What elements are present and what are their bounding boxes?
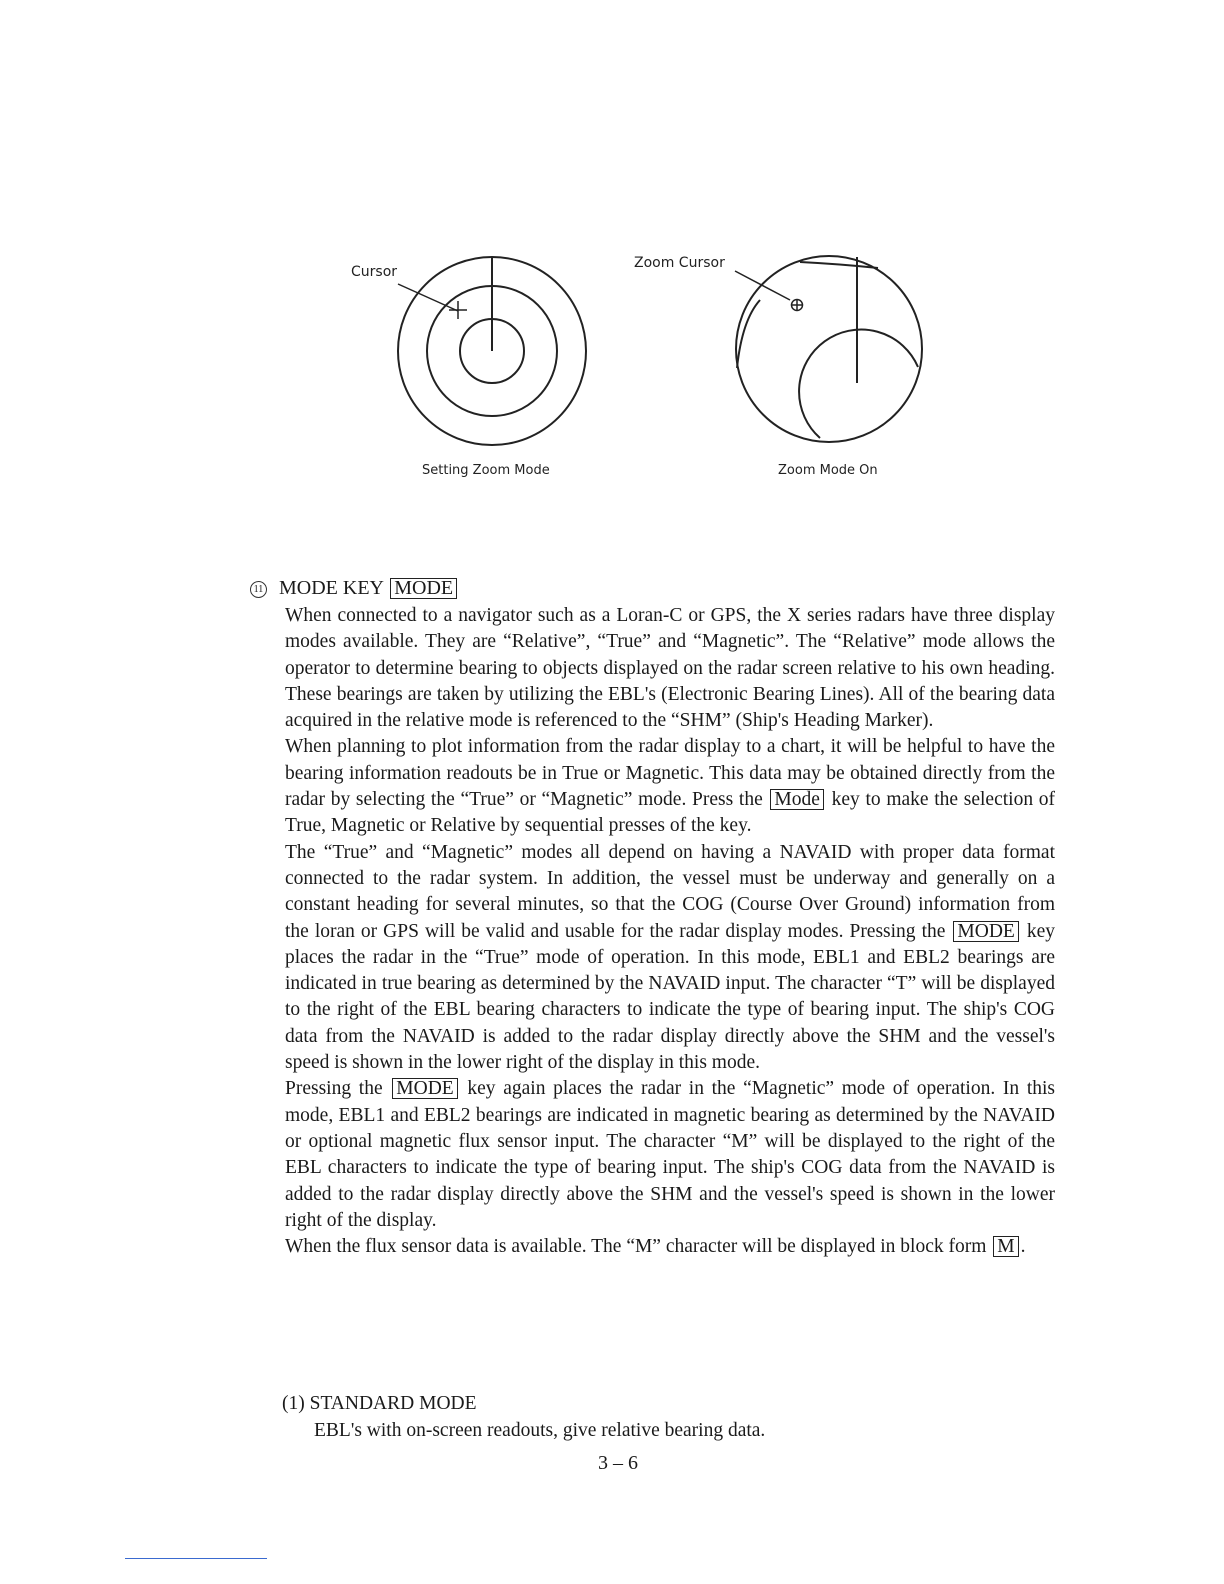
left-caption: Setting Zoom Mode xyxy=(422,463,550,478)
footer-rule xyxy=(125,1558,267,1559)
section-heading xyxy=(250,575,459,601)
paragraph-relative-mode: When connected to a navigator such as a Loran-C or GPS, the X series radars have three display modes available. They are “Relative”, “True” and “Magnetic”. The “Relative” mode allows the operator to determine bearing to objects displayed on the radar screen relative to his own heading. These bearings are taken by utilizing the EBL's (Electronic Bearing Lines). All of the bearing data acquired in the relative mode is referenced to the “SHM” (Ship's Heading Marker). xyxy=(285,605,1055,732)
paragraph-true-mode: The “True” and “Magnetic” modes all depend on having a NAVAID with proper data format connected to the radar system. In addition, the vessel must be underway and generally on a constant heading for several minutes, so that the COG (Course Over Ground) information from the loran or GPS will be valid and usable for the radar display modes. Pressing the MODE key places the radar in the “True” mode of operation. In this mode, EBL1 and EBL2 bearings are indicated in true bearing as determined by the NAVAID input. The character “T” will be displayed to the right of the EBL bearing characters to indicate the type of bearing input. The ship's COG data from the NAVAID is added to the radar display directly above the SHM and the vessel's speed is shown in the lower right of the display in this mode. xyxy=(285,841,1056,1074)
mode-key-box: Mode xyxy=(770,789,824,810)
page-number: 3 – 6 xyxy=(598,1452,638,1474)
right-outer-ring xyxy=(736,256,922,442)
section-number: 11 xyxy=(250,581,267,598)
section-title: MODE KEY xyxy=(279,577,384,599)
zoom-mode-diagram xyxy=(0,0,1224,520)
subsection-text: EBL's with on-screen readouts, give relative bearing data. xyxy=(314,1420,766,1441)
paragraph-plotting: When planning to plot information from the radar display to a chart, it will be helpful to have the bearing information readouts be in True or Magnetic. This data may be obtained directly from the radar by selecting the “True” or “Magnetic” mode. Press the Mode key to make the selection of True, Magnetic or Relative by sequential presses of the key. xyxy=(285,736,1056,837)
paragraph-flux-sensor: When the flux sensor data is available. The “M” character will be displayed in block form M . xyxy=(285,1236,1026,1258)
right-zoom-circle xyxy=(799,330,918,438)
cursor-callout: Cursor xyxy=(351,264,398,280)
left-cursor-leader xyxy=(398,284,458,311)
right-caption: Zoom Mode On xyxy=(778,463,878,478)
subsection-title: (1) STANDARD MODE xyxy=(282,1393,477,1414)
mode-key-box: MODE xyxy=(390,578,457,599)
body-text xyxy=(285,603,1055,1260)
right-arc-left xyxy=(737,300,760,368)
zoom-cursor-callout: Zoom Cursor xyxy=(634,255,725,271)
paragraph-magnetic-mode: Pressing the MODE key again places the radar in the “Magnetic” mode of operation. In this mode, EBL1 and EBL2 bearings are indicated in magnetic bearing as determined by the NAVAID or optional magnetic flux sensor input. The character “M” will be displayed to the right of the EBL characters to indicate the type of bearing input. The ship's COG data from the NAVAID is added to the radar display directly above the SHM and the vessel's speed is shown in the lower right of the display. xyxy=(285,1078,1055,1231)
m-key-box: M xyxy=(993,1236,1018,1257)
mode-key-box: MODE xyxy=(392,1078,457,1099)
zoom-cursor-leader xyxy=(735,271,790,300)
mode-key-box: MODE xyxy=(953,921,1018,942)
